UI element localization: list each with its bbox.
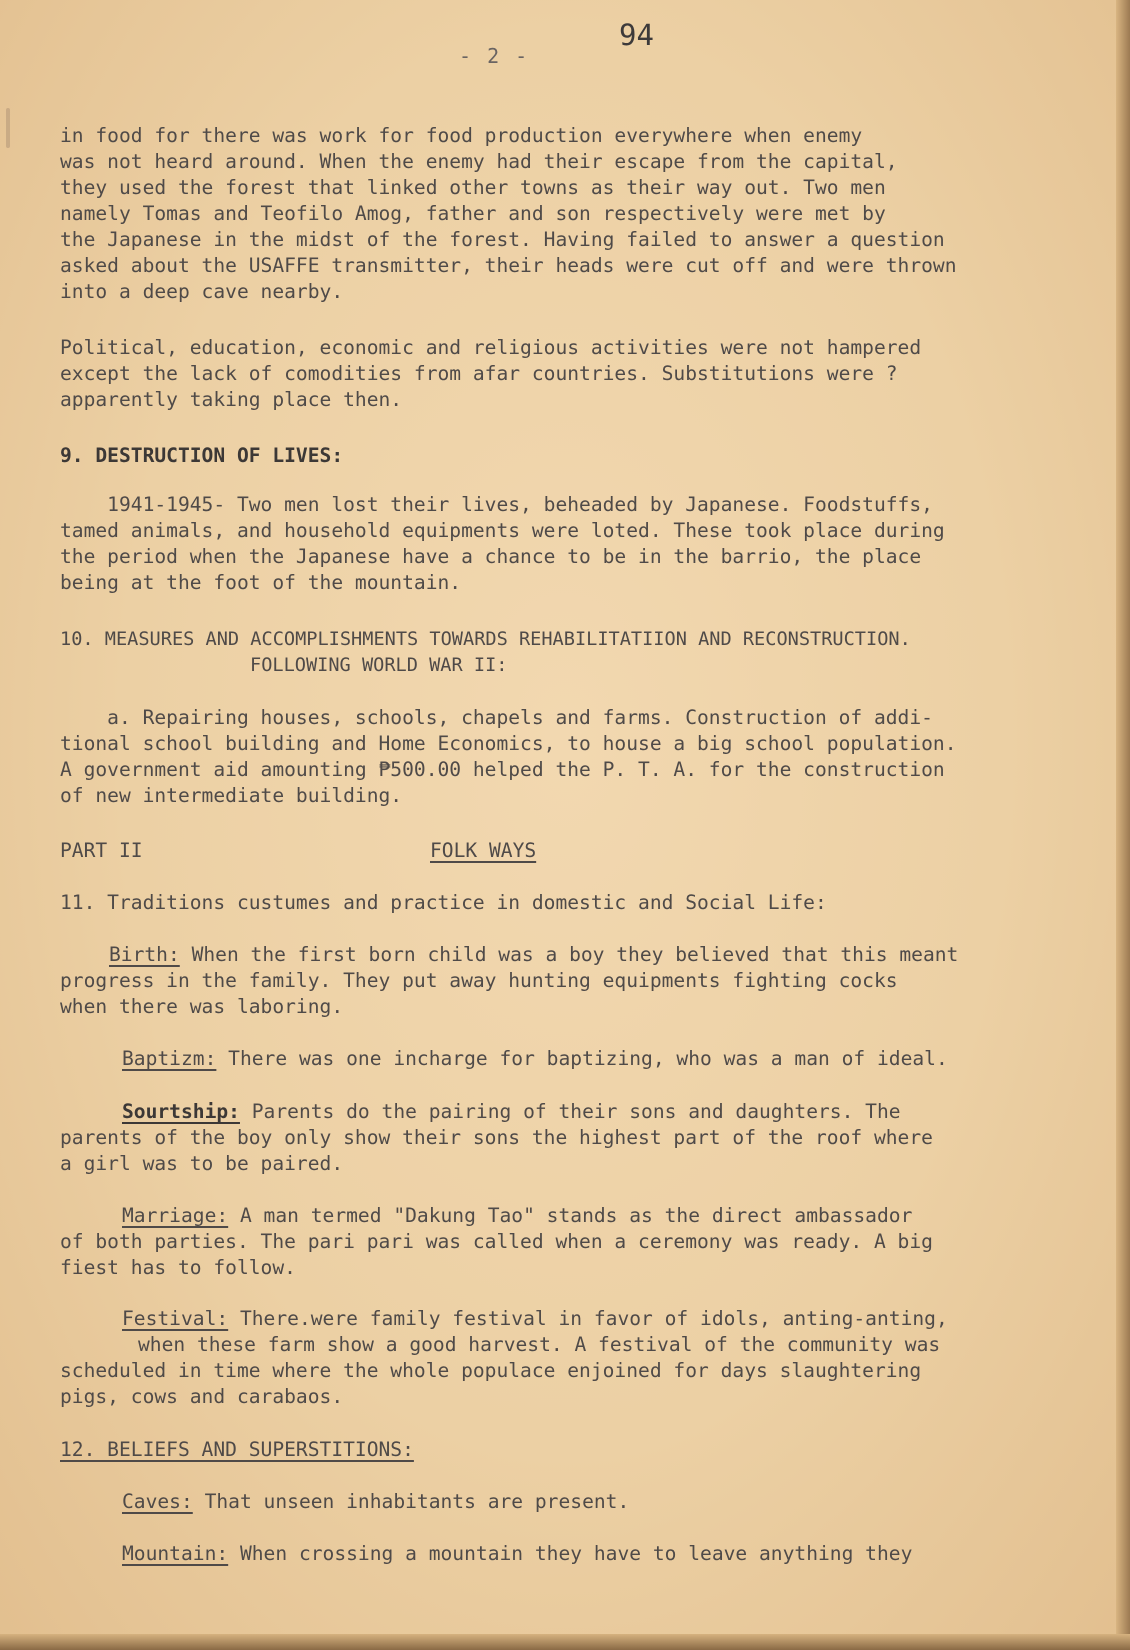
political-line: except the lack of comodities from afar countries. Substitutions were ? <box>60 362 898 385</box>
section-11-heading: 11. Traditions custumes and practice in domestic and Social Life: <box>60 891 827 914</box>
caves-text: That unseen inhabitants are present. <box>192 1490 630 1513</box>
baptism-label: Baptizm: <box>122 1047 217 1070</box>
political-line: Political, education, economic and religious activities were not hampered <box>60 336 922 359</box>
page-label: - 2 - <box>459 44 530 68</box>
section-10-line: a. Repairing houses, schools, chapels and farms. Construction of addi- <box>60 706 933 729</box>
margin-ink-mark <box>6 108 10 148</box>
section-9-line: being at the foot of the mountain. <box>60 571 462 594</box>
page-edge-bottom <box>0 1634 1130 1650</box>
marriage-line: of both parties. The pari pari was called when a ceremony was ready. A big <box>60 1230 933 1253</box>
stamped-page-number: 94 <box>619 18 654 52</box>
baptism-line <box>122 1046 948 1072</box>
marriage-label: Marriage: <box>122 1204 229 1227</box>
courtship-label: Sourtship: <box>122 1100 240 1123</box>
festival-line: pigs, cows and carabaos. <box>60 1385 344 1408</box>
continuation-line: into a deep cave nearby. <box>60 280 344 303</box>
mountain-text: When crossing a mountain they have to leave anything they <box>228 1542 913 1565</box>
festival-line: scheduled in time where the whole populace enjoined for days slaughtering <box>60 1359 922 1382</box>
political-line: apparently taking place then. <box>60 388 403 411</box>
mountain-line <box>122 1541 912 1567</box>
continuation-line: in food for there was work for food production everywhere when enemy <box>60 124 863 147</box>
section-9-line: tamed animals, and household equipments were loted. These took place during <box>60 519 945 542</box>
courtship-text: Parents do the pairing of their sons and daughters. The <box>239 1100 901 1123</box>
section-9-heading: 9. DESTRUCTION OF LIVES: <box>60 444 344 467</box>
courtship-line <box>122 1099 901 1125</box>
continuation-line: asked about the USAFFE transmitter, their heads were cut off and were thrown <box>60 254 957 277</box>
marriage-text: A man termed "Dakung Tao" stands as the direct ambassador <box>228 1204 913 1227</box>
marriage-line: fiest has to follow. <box>60 1256 296 1279</box>
birth-line: when there was laboring. <box>60 995 344 1018</box>
section-10-heading: 10. MEASURES AND ACCOMPLISHMENTS TOWARDS REHABILITATIION AND RECONSTRUCTION. <box>60 629 911 650</box>
birth-line: progress in the family. They put away hunting equipments fighting cocks <box>60 969 898 992</box>
section-9-line: the period when the Japanese have a chance to be in the barrio, the place <box>60 545 922 568</box>
birth-line <box>109 942 958 968</box>
baptism-text: There was one incharge for baptizing, who was a man of ideal. <box>216 1047 948 1070</box>
festival-line: when these farm show a good harvest. A festival of the community was <box>138 1333 941 1356</box>
section-10-line: of new intermediate building. <box>60 784 403 807</box>
part-title: FOLK WAYS <box>430 839 537 862</box>
festival-line <box>122 1306 948 1332</box>
courtship-line: parents of the boy only show their sons the highest part of the roof where <box>60 1126 933 1149</box>
section-12-heading: 12. BELIEFS AND SUPERSTITIONS: <box>60 1438 414 1461</box>
festival-text: There.were family festival in favor of idols, anting-anting, <box>228 1307 948 1330</box>
continuation-line: namely Tomas and Teofilo Amog, father and son respectively were met by <box>60 202 886 225</box>
mountain-label: Mountain: <box>122 1542 229 1565</box>
caves-label: Caves: <box>122 1490 193 1513</box>
birth-label: Birth: <box>109 943 180 966</box>
page-edge-right <box>1116 0 1130 1650</box>
marriage-line <box>122 1203 912 1229</box>
caves-line <box>122 1489 629 1515</box>
continuation-line: they used the forest that linked other towns as their way out. Two men <box>60 176 886 199</box>
birth-text: When the first born child was a boy they believed that this meant <box>179 943 959 966</box>
section-10-line: A government aid amounting ₱500.00 helped the P. T. A. for the construction <box>60 758 945 781</box>
courtship-line: a girl was to be paired. <box>60 1152 344 1175</box>
festival-label: Festival: <box>122 1307 229 1330</box>
part-label: PART II <box>60 839 143 862</box>
continuation-line: the Japanese in the midst of the forest. Having failed to answer a question <box>60 228 945 251</box>
section-10-line: tional school building and Home Economics, to house a big school population. <box>60 732 957 755</box>
section-9-line: 1941-1945- Two men lost their lives, beheaded by Japanese. Foodstuffs, <box>60 493 933 516</box>
continuation-line: was not heard around. When the enemy had their escape from the capital, <box>60 150 898 173</box>
section-10-heading-cont: FOLLOWING WORLD WAR II: <box>250 655 508 676</box>
